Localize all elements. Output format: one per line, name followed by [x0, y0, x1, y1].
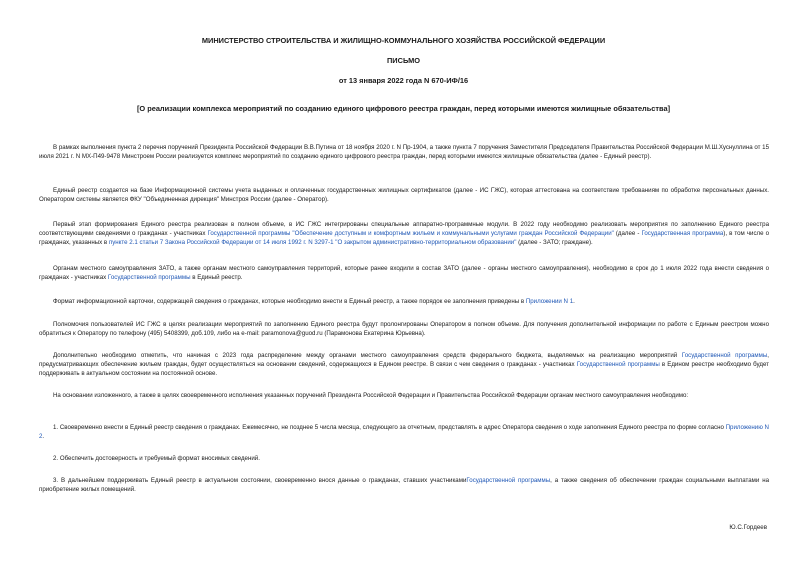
zato-law-link[interactable]: пункте 2.1 статьи 7 Закона Российской Федерации от 14 июля 1992 г. N 3297-1 "О закрытом административно-территориальном образовании" — [108, 239, 517, 246]
document-date-number: от 13 января 2022 года N 670-ИФ/16 — [338, 76, 469, 85]
paragraph-6: Полномочия пользователей ИС ГЖС в целях реализации мероприятий по заполнению Единого реестра будут пролонгированы Оператором в полном объеме. Для получения дополнительной информации по работе с Единым реестром можно обратиться к Оператору по телефону (495) 5408399, доб.109, либо на e-mail: paramonova@guod.ru (Парамонова Екатерина Юрьевна). — [39, 321, 769, 337]
state-program-full-link[interactable]: Государственной программы "Обеспечение доступным и комфортным жильем и коммунальными услугами граждан Российской Федерации" — [207, 230, 614, 237]
paragraph-3-text-1: Первый этап формирования Единого реестра реализован в полном объеме, в ИС ГЖС интегрированы специальные аппаратно-программные модули. В 2022 году необходимо реализовать мероприятия по заполнению Единого реестра соответствующими сведениями о гражданах - участниках — [39, 221, 769, 237]
paragraph-5-text-1: Формат информационной карточки, содержащей сведения о гражданах, которые необходимо внести в Единый реестр, а также порядок ее заполнения приведены в — [53, 298, 526, 305]
paragraph-9-text-2: . — [42, 433, 45, 440]
state-program-link[interactable]: Государственная программа — [641, 230, 724, 237]
ministry-heading: МИНИСТЕРСТВО СТРОИТЕЛЬСТВА И ЖИЛИЩНО-КОММУНАЛЬНОГО ХОЗЯЙСТВА РОССИЙСКОЙ ФЕДЕРАЦИИ — [201, 36, 606, 45]
paragraph-4-text-2: в Единый реестр. — [190, 274, 243, 281]
paragraph-4-text-1: Органам местного самоуправления ЗАТО, а также органам местного самоуправления территорий, которые ранее входили в состав ЗАТО (далее - органы местного самоуправления), необходимо в срок до 1 июля 2022 года внести сведения о гражданах - участниках — [39, 265, 769, 281]
paragraph-7-text-1: Дополнительно необходимо отметить, что начиная с 2023 года распределение между органами местного самоуправления средств федерального бюджета, выделяемых на реализацию мероприятий — [53, 352, 682, 359]
paragraph-7 — [39, 351, 769, 378]
paragraph-5-text-2: . — [573, 298, 575, 305]
paragraph-3-text-3: ), в том числе о гражданах, указанных в — [39, 230, 769, 246]
paragraph-3-text-4: (далее - ЗАТО; граждане). — [516, 239, 593, 246]
paragraph-9 — [39, 423, 769, 441]
paragraph-5 — [39, 297, 769, 306]
signature: Ю.С.Гордеев — [729, 524, 767, 531]
appendix-2-link[interactable]: Приложению N 2 — [39, 424, 769, 440]
paragraph-11 — [39, 476, 769, 494]
paragraph-11-text-2: , а также сведения об обеспечении граждан социальными выплатами на приобретение жилых помещений. — [39, 477, 770, 493]
paragraph-8: На основании изложенного, а также в целях своевременного исполнения указанных поручений Президента Российской Федерации и Правительства Российской Федерации органам местного самоуправления необходимо: — [53, 392, 689, 399]
document-type-heading: ПИСЬМО — [387, 56, 420, 65]
document-subject: [О реализации комплекса мероприятий по созданию единого цифрового реестра граждан, перед которыми имеются жилищные обязательства] — [136, 104, 671, 113]
state-program-link[interactable]: Государственной программы — [576, 361, 660, 368]
paragraph-11-text-1: 3. В дальнейшем поддерживать Единый реестр в актуальном состоянии, своевременно внося данные о гражданах, ставших участниками — [53, 477, 467, 484]
paragraph-9-text-1: 1. Своевременно внести в Единый реестр сведения о гражданах. Ежемесячно, не позднее 5 числа месяца, следующего за отчетным, представлять в адрес Оператора сведения о ходе заполнения Единого реестра по форме согласно — [53, 424, 726, 431]
state-program-link[interactable]: Государственной программы — [107, 274, 191, 281]
paragraph-3 — [39, 220, 769, 247]
paragraph-7-text-3: в Едином реестре необходимо будет поддерживать в актуальном состоянии на постоянной основе. — [39, 361, 769, 377]
state-program-link[interactable]: Государственной программы — [681, 352, 768, 359]
paragraph-1: В рамках выполнения пункта 2 перечня поручений Президента Российской Федерации В.В.Путина от 18 ноября 2020 г. N Пр-1904, а также пункта 7 поручения Заместителя Председателя Правительства Российской Федерации М.Ш.Хуснуллина от 15 июля 2021 г. N МХ-П49-9478 Минстроем России реализуется комплекс мероприятий по созданию единого цифрового реестра граждан, перед которыми имеются жилищные обязательства (далее - Единый реестр). — [39, 144, 769, 160]
paragraph-10: 2. Обеспечить достоверность и требуемый формат вносимых сведений. — [53, 455, 260, 462]
state-program-link[interactable]: Государственной программы — [466, 477, 551, 484]
paragraph-2: Единый реестр создается на базе Информационной системы учета выданных и оплаченных государственных жилищных сертификатов (далее - ИС ГЖС), которая аттестована на соответствие требованиям по обработке персональных данных. Оператором системы является ФКУ "Объединенная дирекция" Минстроя России (далее - Оператор). — [39, 187, 769, 203]
paragraph-7-text-2: , предусматривающих обеспечение жильем граждан, будет осуществляться на основании сведений, содержащихся в Едином реестре. В связи с чем сведения о гражданах - участниках — [39, 352, 769, 368]
paragraph-4 — [39, 264, 769, 282]
paragraph-3-text-2: (далее - — [613, 230, 642, 237]
appendix-1-link[interactable]: Приложении N 1 — [525, 298, 574, 305]
